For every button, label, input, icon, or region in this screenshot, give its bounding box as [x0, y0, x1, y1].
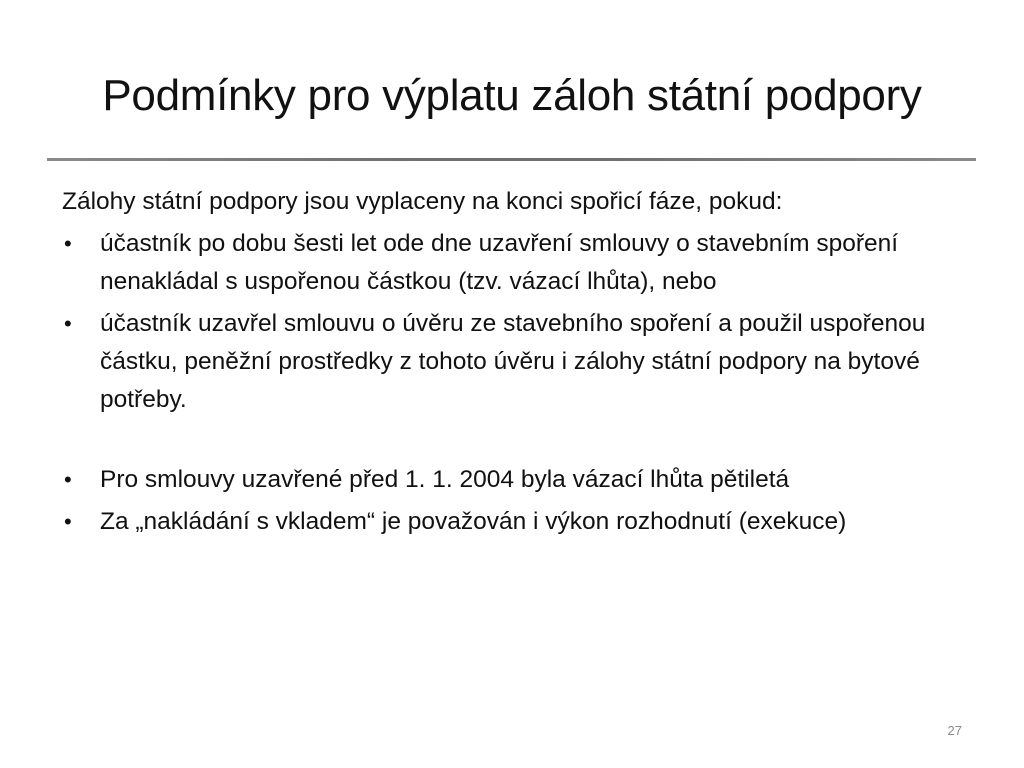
list-item-text: Pro smlouvy uzavřené před 1. 1. 2004 byla vázací lhůta pětiletá: [100, 466, 790, 493]
list-item: [62, 305, 982, 419]
bullet-icon: •: [64, 311, 72, 336]
list-item: [62, 503, 982, 541]
intro-text: Zálohy státní podpory jsou vyplaceny na konci spořicí fáze, pokud:: [62, 188, 783, 215]
title-divider: [47, 158, 976, 161]
spacer: [62, 423, 982, 461]
list-item-text: Za „nakládání s vkladem“ je považován i výkon rozhodnutí (exekuce): [100, 508, 847, 535]
list-item-text: účastník po dobu šesti let ode dne uzavření smlouvy o stavebním spoření nenakládal s uspořenou částkou (tzv. vázací lhůta), nebo: [100, 230, 899, 295]
list-item: [62, 225, 982, 301]
bullet-icon: •: [64, 509, 72, 534]
page-number: 27: [947, 723, 962, 738]
slide-content: [62, 183, 982, 545]
bullet-list-conditions: [62, 225, 982, 419]
bullet-icon: •: [64, 467, 72, 492]
list-item-text: účastník uzavřel smlouvu o úvěru ze stavebního spoření a použil uspořenou částku, peněžní prostředky z tohoto úvěru i zálohy státní podpory na bytové potřeby.: [100, 310, 926, 413]
slide-title: Podmínky pro výplatu záloh státní podpory: [102, 71, 922, 120]
bullet-list-notes: [62, 461, 982, 541]
bullet-icon: •: [64, 231, 72, 256]
list-item: [62, 461, 982, 499]
